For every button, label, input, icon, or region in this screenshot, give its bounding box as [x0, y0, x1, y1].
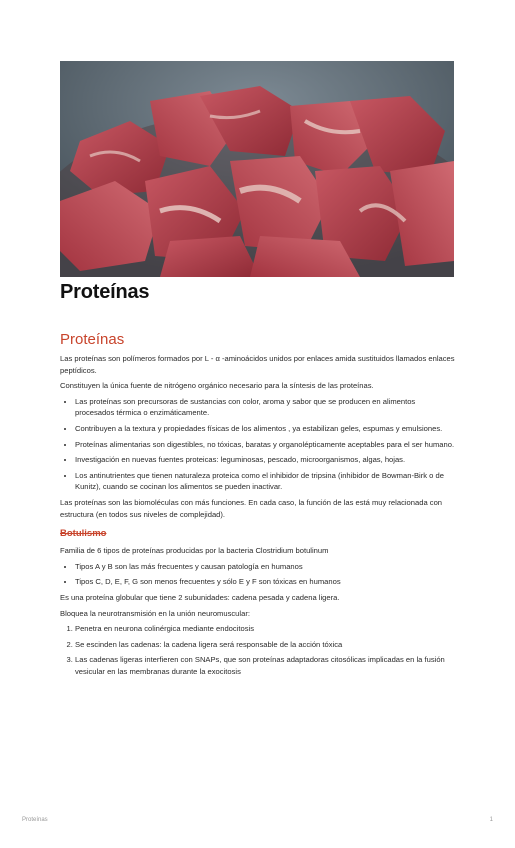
list-item: • Tipos A y B son las más frecuentes y causan patología en humanos: [75, 561, 456, 573]
document-body: [60, 331, 456, 681]
footer-title: Proteínas: [22, 817, 48, 823]
paragraph: Bloquea la neurotransmisión en la unión neuromuscular:: [60, 608, 250, 618]
hero-image: [60, 61, 454, 277]
list-item: • Tipos C, D, E, F, G son menos frecuentes y sólo E y F son tóxicas en humanos: [75, 576, 456, 588]
botulismo-title: Botulismo: [60, 528, 107, 540]
section-title: Proteínas: [60, 331, 125, 348]
paragraph: Las proteínas son las biomoléculas con más funciones. En cada caso, la función de las está muy relacionada con estructura (en todos sus niveles de complejidad).: [60, 497, 443, 519]
page-title: Proteínas: [60, 281, 150, 303]
numbered-list: [60, 623, 456, 677]
list-item: • Investigación en nuevas fuentes proteicas: leguminosas, pescado, microorganismos, algas, hojas.: [75, 454, 456, 466]
bullet-list: [60, 561, 456, 588]
meat-photo-icon: [60, 61, 454, 277]
list-item: 3. Las cadenas ligeras interfieren con SNAPs, que son proteínas adaptadoras citosólicas implicadas en la fusión vesicular en las membranas durante la exocitosis: [75, 654, 456, 677]
paragraph: Es una proteína globular que tiene 2 subunidades: cadena pesada y cadena ligera.: [60, 592, 340, 602]
list-item: • Los antinutrientes que tienen naturaleza proteica como el inhibidor de tripsina (inhibidor de Bowman-Birk o de Kunitz), cuando se cocinan los alimentos se pueden inactivar.: [75, 470, 456, 493]
list-item: • Proteínas alimentarias son digestibles, no tóxicas, baratas y organolépticamente aceptables para el ser humano.: [75, 439, 456, 451]
paragraph: Constituyen la única fuente de nitrógeno orgánico necesario para la síntesis de las proteínas.: [60, 381, 374, 391]
paragraph: Las proteínas son polímeros formados por L - α -aminoácidos unidos por enlaces amida sustituidos llamados enlaces peptídicos.: [60, 354, 455, 375]
list-item: • Contribuyen a la textura y propiedades físicas de los alimentos , ya estabilizan geles, espumas y emulsiones.: [75, 423, 456, 435]
page-number: 1: [489, 817, 493, 823]
list-item: 2. Se escinden las cadenas: la cadena ligera será responsable de la acción tóxica: [75, 639, 456, 651]
bullet-list: [60, 396, 456, 493]
list-item: 1. Penetra en neurona colinérgica mediante endocitosis: [75, 623, 456, 635]
paragraph: Familia de 6 tipos de proteínas producidas por la bacteria Clostridium botulinum: [60, 546, 329, 556]
list-item: • Las proteínas son precursoras de sustancias con color, aroma y sabor que se producen en alimentos procesados térmica o enzimáticamente.: [75, 396, 456, 419]
